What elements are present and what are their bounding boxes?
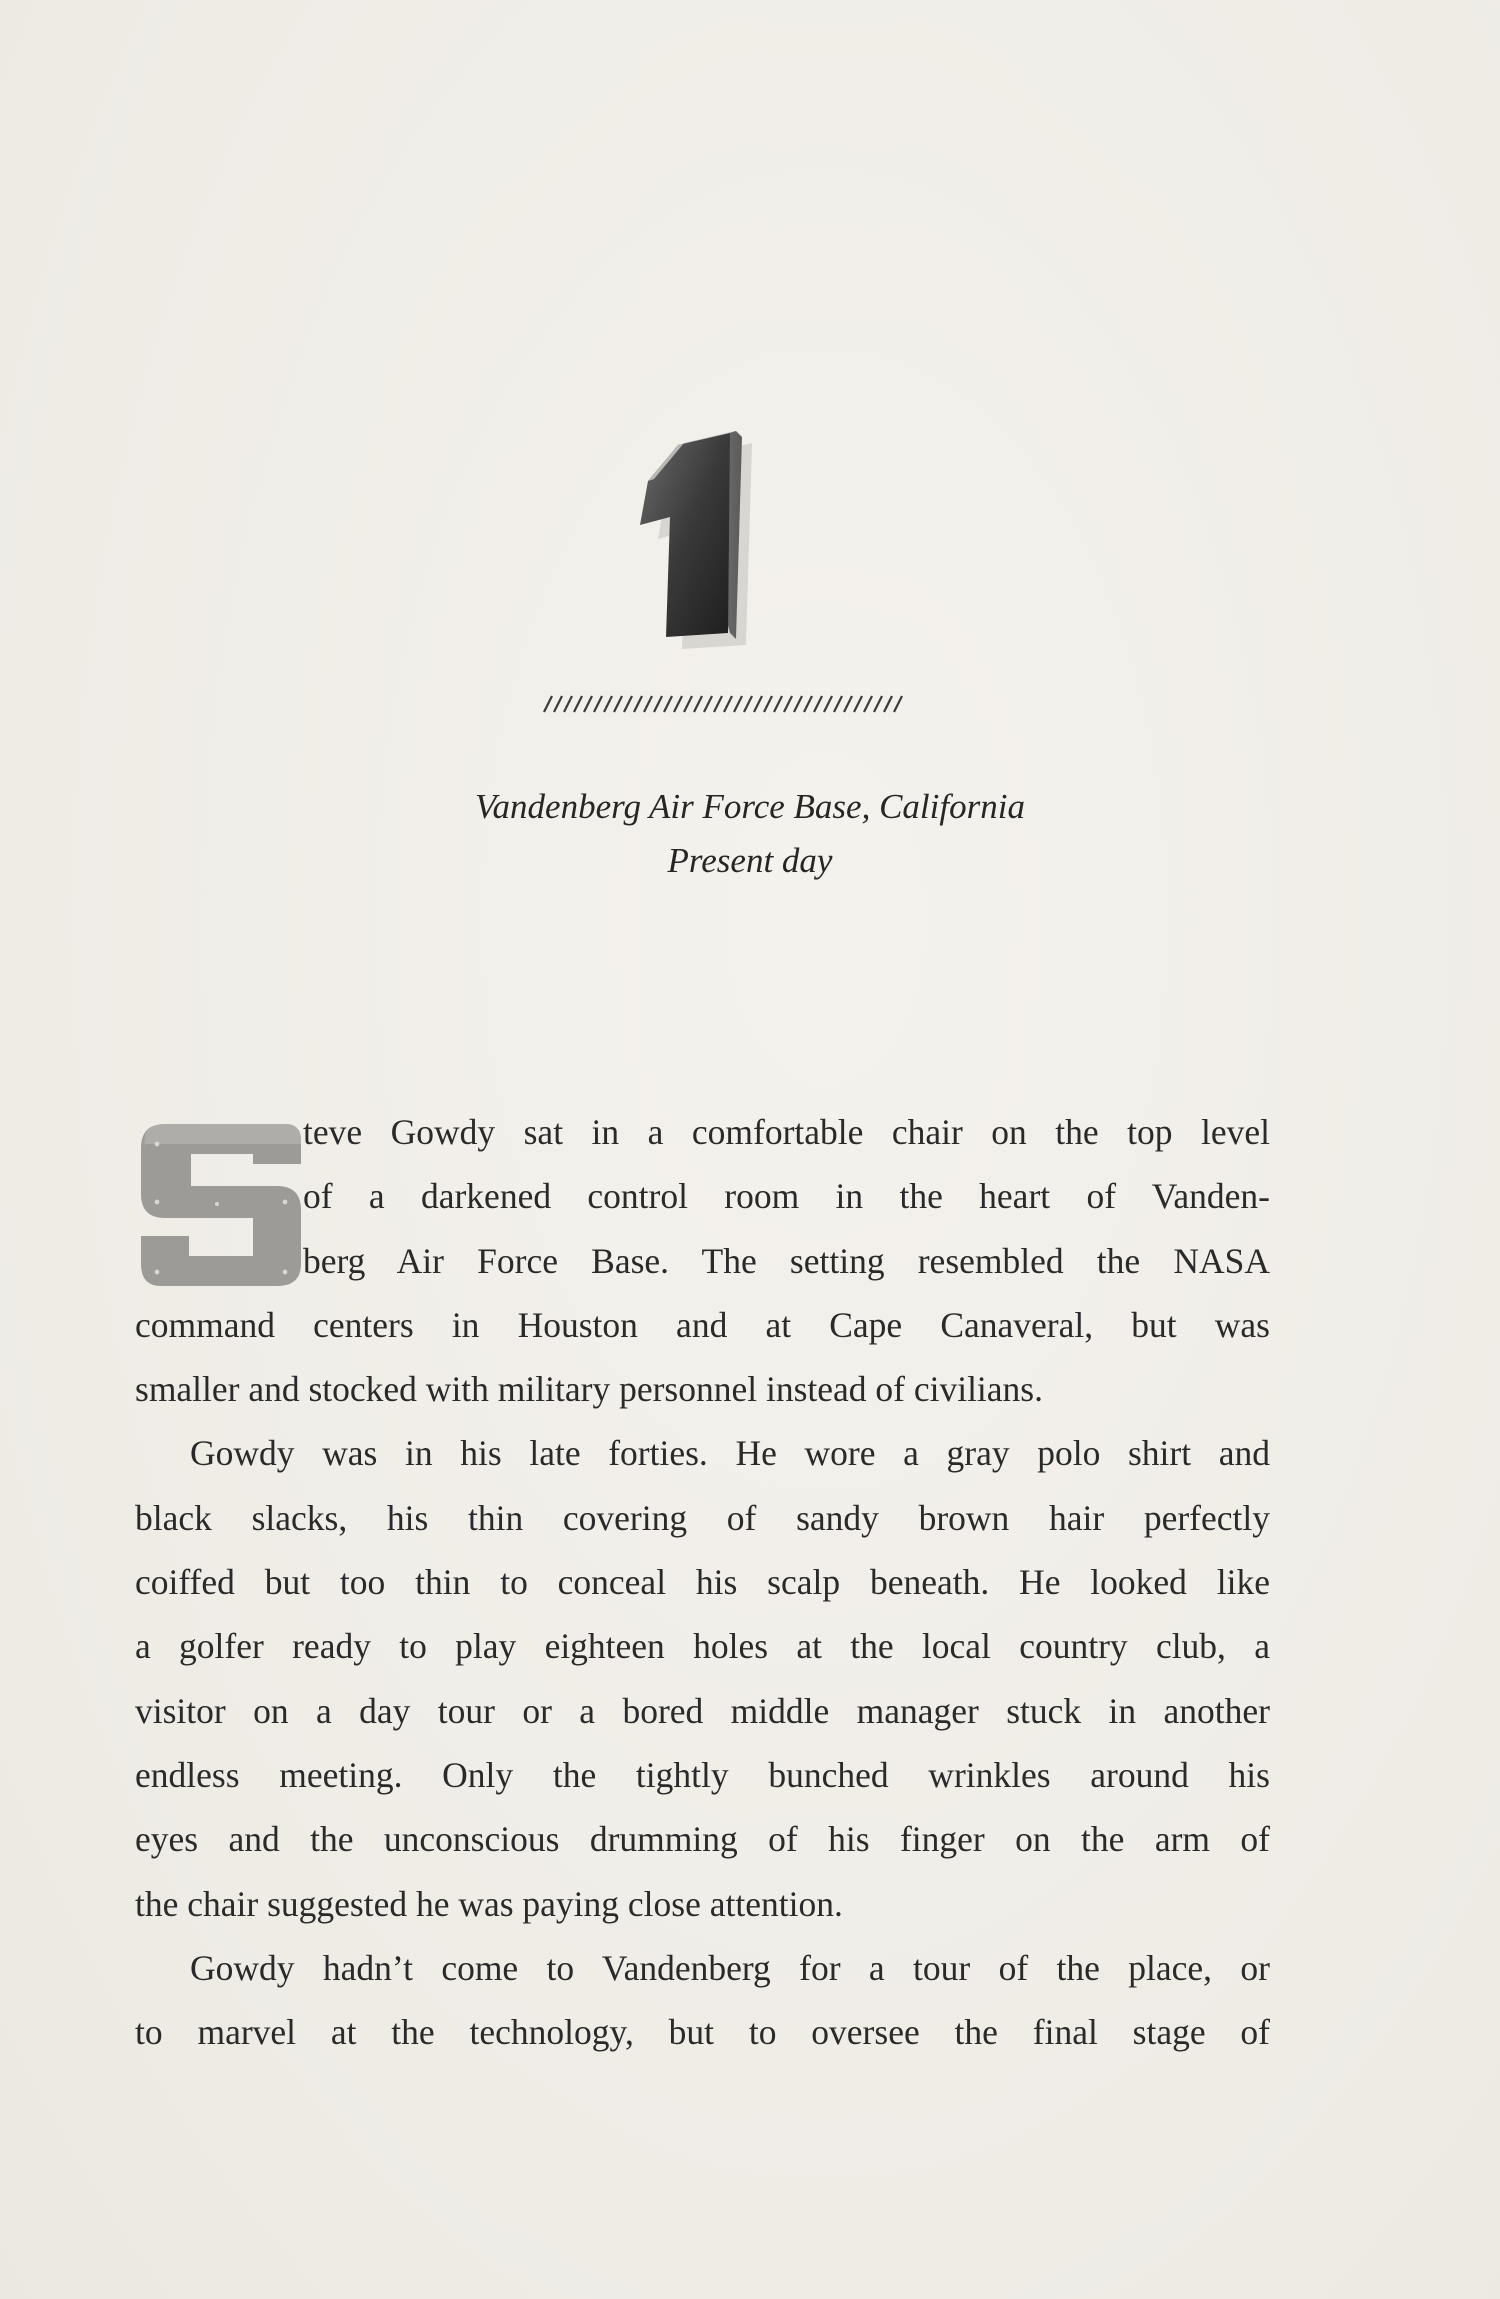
text-line: command centers in Houston and at Cape Canaveral, but was <box>135 1304 1270 1345</box>
text-line: eyes and the unconscious drumming of his finger on the arm of <box>135 1819 1270 1860</box>
chapter-number-graphic <box>560 425 800 655</box>
setting-place: Vandenberg Air Force Base, California <box>475 787 1025 826</box>
text-line: endless meeting. Only the tightly bunched wrinkles around his <box>135 1754 1270 1795</box>
text-line: of a darkened control room in the heart of Vanden- <box>303 1176 1270 1217</box>
paragraph-1 <box>135 1100 1270 1421</box>
text-line: to marvel at the technology, but to oversee the final stage of <box>135 2012 1270 2053</box>
chapter-body <box>135 1100 1270 2064</box>
text-line: a golfer ready to play eighteen holes at the local country club, a <box>135 1626 1270 1667</box>
paragraph-3 <box>135 1936 1270 2065</box>
text-line: visitor on a day tour or a bored middle manager stuck in another <box>135 1690 1270 1731</box>
chapter-setting <box>300 780 1200 888</box>
paragraph-2 <box>135 1421 1270 1935</box>
text-line: the chair suggested he was paying close attention. <box>135 1883 843 1924</box>
text-line: teve Gowdy sat in a comfortable chair on the top level <box>303 1112 1270 1152</box>
text-line: coiffed but too thin to conceal his scalp beneath. He looked like <box>135 1562 1270 1603</box>
text-line: black slacks, his thin covering of sandy brown hair perfectly <box>135 1497 1270 1538</box>
chapter-divider-ornament <box>538 692 910 716</box>
setting-time: Present day <box>667 841 833 880</box>
text-line: Gowdy hadn’t come to Vandenberg for a tour of the place, or <box>190 1947 1270 1988</box>
text-line: berg Air Force Base. The setting resembled the NASA <box>303 1240 1270 1281</box>
text-line: smaller and stocked with military personnel instead of civilians. <box>135 1369 1043 1410</box>
drop-cap-letter-s <box>135 1114 307 1296</box>
text-line: Gowdy was in his late forties. He wore a gray polo shirt and <box>190 1433 1270 1474</box>
